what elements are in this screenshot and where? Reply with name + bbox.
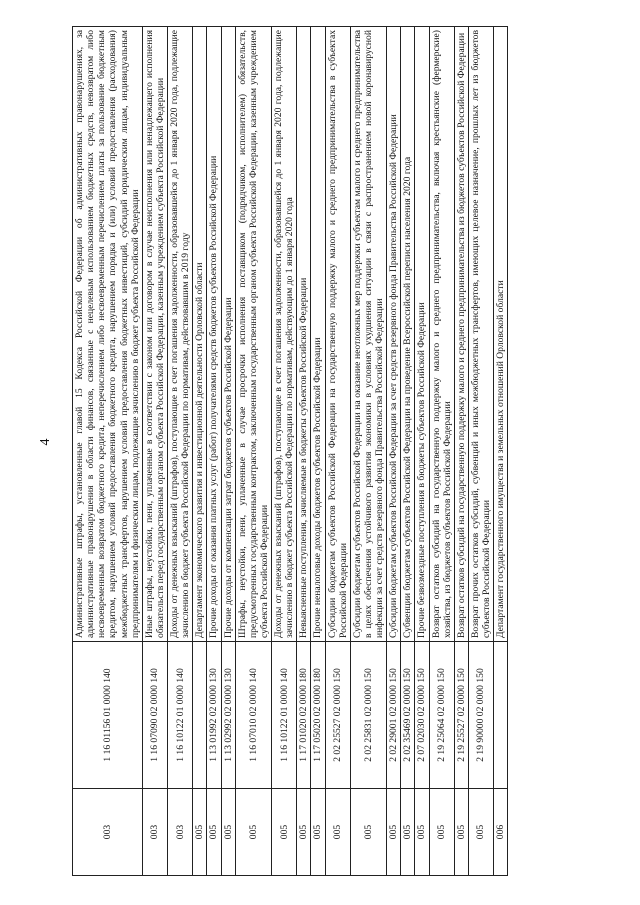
description-cell: Доходы от денежных взысканий (штрафов), поступающие в счет погашения задолженности, образовавшейся до 1 января 2020 года, подлежащие зачислению в бюджет субъекта Российской Федерации по нормативам, действующим до 1 января 2020 года [272, 27, 297, 642]
budget-code-cell: 1 16 10122 01 0000 140 [168, 642, 193, 789]
description-cell: Департамент экономического развития и инвестиционной деятельности Орловской области [193, 27, 207, 642]
budget-code-cell: 1 13 02992 02 0000 130 [221, 642, 235, 789]
admin-code-cell: 005 [429, 789, 454, 876]
description-cell: Возврат остатков субсидий на государственную поддержку малого и среднего предпринимательства, включая крестьянские (фермерские) хозяйства, из бюджетов субъектов Российской Федерации [429, 27, 454, 642]
admin-code-cell: 003 [73, 789, 143, 876]
admin-code-cell: 005 [387, 789, 401, 876]
admin-code-cell: 003 [142, 789, 167, 876]
admin-code-cell: 005 [401, 789, 415, 876]
description-cell: Иные штрафы, неустойки, пени, уплаченные в соответствии с законом или договором в случае неисполнения или ненадлежащего исполнения обязательств перед государственным органом субъекта Российской Федерации, казенным учреждением субъекта Российской Федерации [142, 27, 167, 642]
table-row [221, 27, 235, 876]
description-cell: Невыясненные поступления, зачисляемые в бюджеты субъектов Российской Федерации [297, 27, 311, 642]
admin-code-cell: 005 [350, 789, 386, 876]
admin-code-cell: 005 [297, 789, 311, 876]
description-cell: Административные штрафы, установленные главой 15 Кодекса Российской Федерации об административных правонарушениях, за административные правонарушения в области финансов, связанные с нецелевым использованием бюджетных средств, невозвратом либо несвоевременным возвратом бюджетного кредита, неперечислением либо несвоевременным перечислением платы за пользование бюджетным кредитом, нарушением условий предоставления бюджетного кредита, нарушением порядка и (или) условий предоставления (расходования) межбюджетных трансфертов, нарушением условий предоставления бюджетных инвестиций, субсидий юридическим лицам, индивидуальным предпринимателям и физическим лицам, подлежащие зачислению в бюджет субъекта Российской Федерации [73, 27, 143, 642]
budget-code-cell: 1 16 01156 01 0000 140 [73, 642, 143, 789]
description-cell: Прочие безвозмездные поступления в бюджеты субъектов Российской Федерации [415, 27, 429, 642]
budget-code-cell: 2 02 25527 02 0000 150 [325, 642, 350, 789]
table-row [272, 27, 297, 876]
table-row [415, 27, 429, 876]
rotated-table-container [72, 26, 622, 876]
table-row [325, 27, 350, 876]
budget-code-cell: 1 13 01992 02 0000 130 [207, 642, 221, 789]
budget-code-cell: 2 02 35469 02 0000 150 [401, 642, 415, 789]
revenue-codes-table [72, 26, 508, 876]
table-row [235, 27, 271, 876]
table-row [494, 27, 508, 876]
budget-code-cell: 1 17 01020 02 0000 180 [297, 642, 311, 789]
budget-code-cell [193, 642, 207, 789]
table-row [468, 27, 493, 876]
page-number: 4 [38, 438, 53, 446]
table-row [387, 27, 401, 876]
budget-code-cell: 2 19 25527 02 0000 150 [454, 642, 468, 789]
budget-code-cell: 1 16 10122 01 0000 140 [272, 642, 297, 789]
admin-code-cell: 005 [311, 789, 325, 876]
table-row [207, 27, 221, 876]
description-cell: Прочие доходы от оказания платных услуг (работ) получателями средств бюджетов субъектов Российской Федерации [207, 27, 221, 642]
description-cell: Субсидии бюджетам субъектов Российской Федерации за счет средств резервного фонда Правительства Российской Федерации [387, 27, 401, 642]
table-row [454, 27, 468, 876]
description-cell: Субсидии бюджетам субъектов Российской Федерации на оказание неотложных мер поддержки субъектам малого и среднего предпринимательства в целях обеспечения устойчивого развития экономики в условиях ухудшения ситуации в связи с распространением новой коронавирусной инфекции за счет средств резервного фонда Правительства Российской Федерации [350, 27, 386, 642]
budget-code-cell: 2 19 25064 02 0000 150 [429, 642, 454, 789]
table-row [297, 27, 311, 876]
table-row [350, 27, 386, 876]
description-cell: Возврат прочих остатков субсидий, субвенций и иных межбюджетных трансфертов, имеющих целевое назначение, прошлых лет из бюджетов субъектов Российской Федерации [468, 27, 493, 642]
admin-code-cell: 006 [494, 789, 508, 876]
admin-code-cell: 005 [454, 789, 468, 876]
table-row [168, 27, 193, 876]
admin-code-cell: 005 [193, 789, 207, 876]
admin-code-cell: 005 [235, 789, 271, 876]
description-cell: Штрафы, неустойки, пени, уплаченные в случае просрочки исполнения поставщиком (подрядчиком, исполнителем) обязательств, предусмотренных государственным контрактом, заключенным государственным органом субъекта Российской Федерации, казенным учреждением субъекта Российской Федерации [235, 27, 271, 642]
admin-code-cell: 005 [325, 789, 350, 876]
description-cell: Субвенции бюджетам субъектов Российской Федерации на проведение Всероссийской переписи населения 2020 года [401, 27, 415, 642]
budget-code-cell: 2 19 90000 02 0000 150 [468, 642, 493, 789]
table-row [193, 27, 207, 876]
table-row [73, 27, 143, 876]
table-row [311, 27, 325, 876]
description-cell: Возврат остатков субсидий на государственную поддержку малого и среднего предпринимательства из бюджетов субъектов Российской Федерации [454, 27, 468, 642]
table-row [429, 27, 454, 876]
budget-code-cell: 2 02 29001 02 0000 150 [387, 642, 401, 789]
budget-code-cell: 2 07 02030 02 0000 150 [415, 642, 429, 789]
description-cell: Департамент государственного имущества и земельных отношений Орловской области [494, 27, 508, 642]
admin-code-cell: 005 [221, 789, 235, 876]
budget-code-cell [494, 642, 508, 789]
table-row [401, 27, 415, 876]
budget-code-cell: 1 17 05020 02 0000 180 [311, 642, 325, 789]
description-cell: Прочие неналоговые доходы бюджетов субъектов Российской Федерации [311, 27, 325, 642]
table-row [142, 27, 167, 876]
admin-code-cell: 005 [468, 789, 493, 876]
admin-code-cell: 003 [168, 789, 193, 876]
budget-code-cell: 1 16 07090 02 0000 140 [142, 642, 167, 789]
description-cell: Субсидии бюджетам субъектов Российской Федерации на государственную поддержку малого и среднего предпринимательства в субъектах Российской Федерации [325, 27, 350, 642]
description-cell: Прочие доходы от компенсации затрат бюджетов субъектов Российской Федерации [221, 27, 235, 642]
admin-code-cell: 005 [207, 789, 221, 876]
admin-code-cell: 005 [415, 789, 429, 876]
budget-code-cell: 1 16 07010 02 0000 140 [235, 642, 271, 789]
description-cell: Доходы от денежных взысканий (штрафов), поступающие в счет погашения задолженности, образовавшейся до 1 января 2020 года, подлежащие зачислению в бюджет субъекта Российской Федерации по нормативам, действовавшим в 2019 году [168, 27, 193, 642]
admin-code-cell: 005 [272, 789, 297, 876]
budget-code-cell: 2 02 25831 02 0000 150 [350, 642, 386, 789]
